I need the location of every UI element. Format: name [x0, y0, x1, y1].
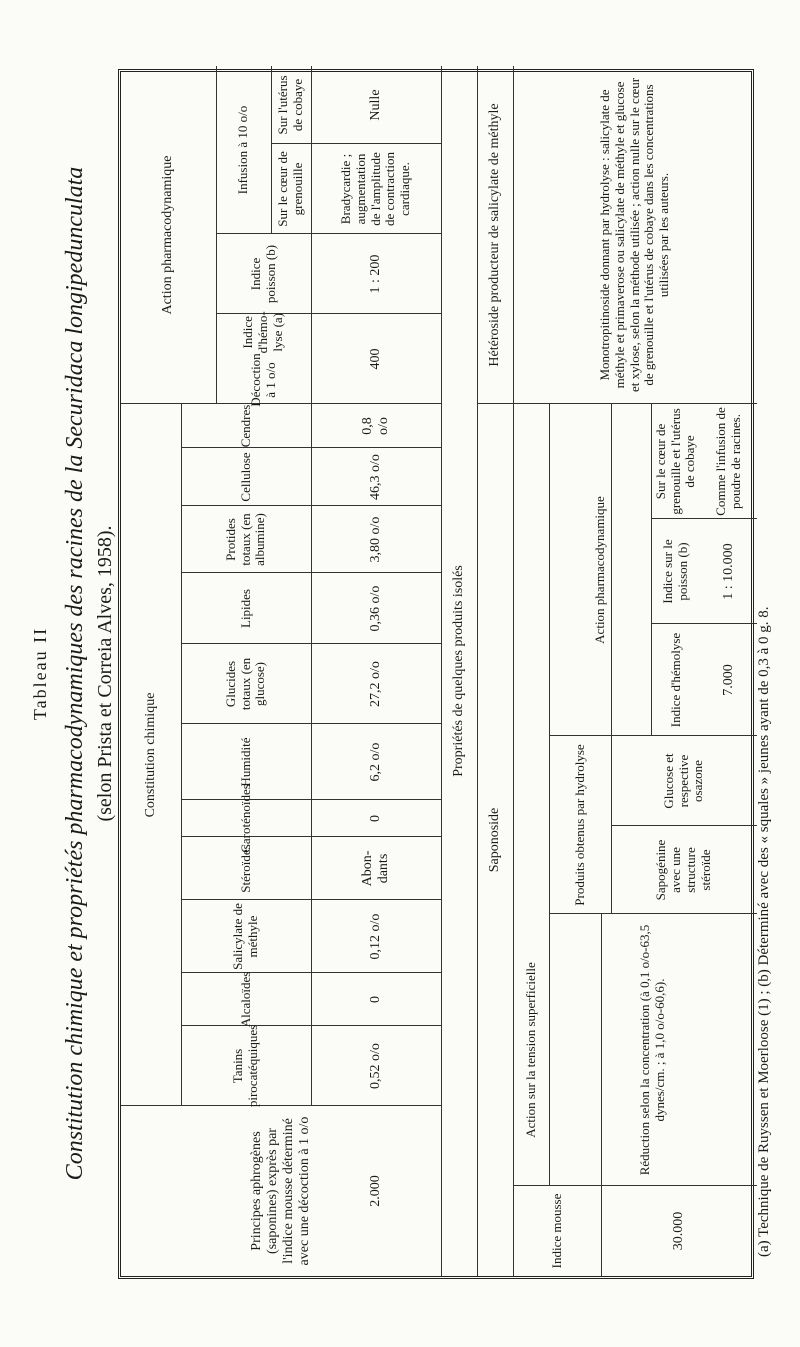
- header-hemolyse-2: Indice d'hémolyse: [667, 632, 683, 728]
- value-principes: 2.000: [367, 1175, 383, 1207]
- header-protides: Protides totaux (en albumine): [222, 513, 268, 566]
- value-uterus: Nulle: [367, 89, 383, 121]
- header-steroides: Stéroïdes: [237, 844, 253, 893]
- value-protides: 3,80 o/o: [367, 516, 383, 563]
- header-coeur-2: Sur le cœur de grenouille et l'utérus de cobaye: [652, 408, 698, 515]
- value-poisson-2: 1 : 10.000: [720, 543, 736, 600]
- value-poisson: 1 : 200: [367, 254, 383, 294]
- decoction-label: Décoction à 1 o/o: [247, 353, 278, 407]
- header-tension: Action sur la tension superficielle: [522, 962, 538, 1138]
- footnote: (a) Technique de Ruyssen et Moerloose (1) ; (b) Déterminé avec des « squales » jeunes ayant de 0,3 à 0 g. 8.: [756, 606, 772, 1257]
- header-decoction-hemolyse: [216, 311, 311, 407]
- header-uterus: Sur l'utérus de cobaye: [275, 75, 305, 135]
- hemolyse-label: Indice d'hémo-lyse (a): [240, 311, 285, 354]
- value-hemolyse-2: 7.000: [720, 664, 736, 696]
- value-heteroside: Monotropitinoside donnant par hydrolyse : salicylate de méthyle et primaverose ou salicylate de méthyle et glucose et xylose, selon la méthode utilisée ; action nulle sur le cœur de grenouille et l'utérus de cobaye dans les concentrations utilisées par les auteurs.: [596, 77, 672, 393]
- header-cendres: Cendres: [237, 404, 253, 448]
- header-lipides: Lipides: [237, 589, 253, 628]
- header-principes: Principes aphrogènes (saponines) exprès par l'indice mousse déterminé avec une décoction à 1 o/o: [248, 1116, 313, 1266]
- value-humidite: 6,2 o/o: [367, 742, 383, 782]
- value-salicylate: 0,12 o/o: [367, 913, 383, 960]
- value-steroides: Abon-dants: [359, 850, 391, 887]
- value-glucides: 27,2 o/o: [367, 661, 383, 707]
- value-alcaloides: 0: [367, 996, 383, 1003]
- header-indice-mousse: Indice mousse: [548, 1193, 564, 1269]
- value-tanins: 0,52 o/o: [367, 1043, 383, 1089]
- header-coeur: Sur le cœur de grenouille: [275, 151, 305, 227]
- header-sapogenine: Sapogénine avec une structure stéroïde: [653, 839, 713, 901]
- table-source: (selon Prista et Correia Alves, 1958).: [94, 525, 116, 822]
- header-tanins: Tanins pirocatéquiques: [230, 1024, 260, 1108]
- value-carotenoides: 0: [367, 815, 383, 822]
- header-alcaloides: Alcaloïdes: [237, 971, 253, 1028]
- table-frame: [118, 69, 754, 1279]
- value-cellulose: 46,3 o/o: [367, 454, 383, 500]
- header-humidite: Humidité: [237, 737, 253, 787]
- table-label: Tableau II: [30, 626, 50, 721]
- value-cendres: 0,8 o/o: [359, 417, 391, 435]
- group-action: Action pharmacodynamique: [160, 155, 176, 315]
- table2-title: Propriétés de quelques produits isolés: [450, 565, 466, 777]
- value-coeur-2: Comme l'infusion de poudre de racines.: [713, 407, 743, 516]
- value-coeur: Bradycardie ; augmentation de l'amplitude de contraction cardiaque.: [337, 152, 413, 226]
- header-salicylate: Salicylate de méthyle: [230, 903, 260, 970]
- header-cellulose: Cellulose: [237, 452, 253, 502]
- table-title: Constitution chimique et propriétés pharmacodynamiques des racines de la Securidaca longipedunculata: [62, 166, 88, 1181]
- value-hemolyse: 400: [367, 348, 383, 370]
- header-produits: Produits obtenus par hydrolyse: [571, 744, 587, 906]
- group-heteroside: Hétéroside producteur de salicylate de méthyle: [486, 103, 502, 367]
- header-glucides: Glucides totaux (en glucose): [222, 657, 268, 711]
- header-glucose: Glucose et respective osazone: [660, 753, 706, 809]
- header-poisson: Indice poisson (b): [247, 244, 278, 304]
- value-indice-mousse: 30.000: [670, 1211, 686, 1251]
- value-lipides: 0,36 o/o: [367, 585, 383, 632]
- header-carotenoides: Caroténoïdes: [237, 784, 253, 853]
- header-poisson-2: Indice sur le poisson (b): [660, 539, 690, 604]
- header-action-2: Action pharmacodynamique: [591, 496, 607, 644]
- group-saponoside: Saponoside: [486, 807, 502, 873]
- group-infusion: Infusion à 10 o/o: [235, 105, 251, 195]
- value-tension: Réduction selon la concentration (à 0,1 o/o-63,5 dynes/cm. ; à 1,0 o/o-60,6).: [637, 924, 667, 1176]
- group-constitution: Constitution chimique: [142, 692, 158, 818]
